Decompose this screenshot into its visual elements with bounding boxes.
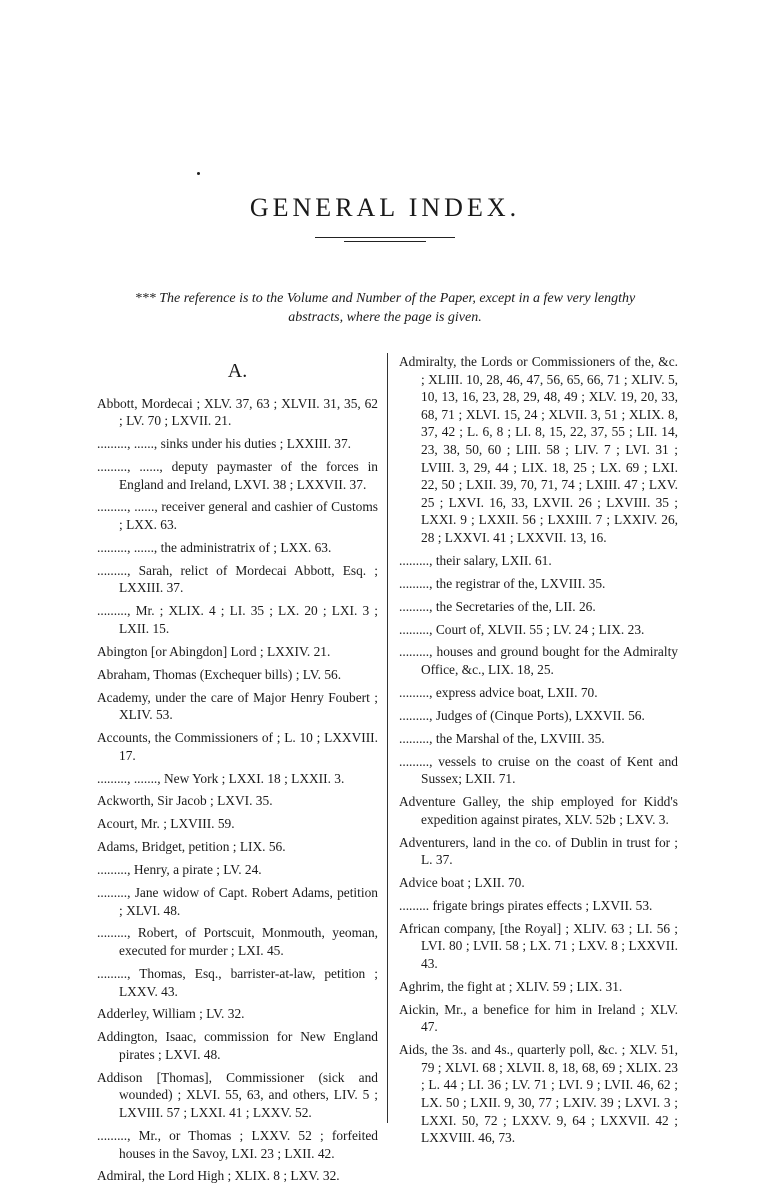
- index-entry: Academy, under the care of Major Henry Foubert ; XLIV. 53.: [97, 689, 378, 723]
- index-entry: ........., ......., New York ; LXXI. 18 ; LXXII. 3.: [97, 770, 345, 786]
- index-entry: Aghrim, the fight at ; XLIV. 59 ; LIX. 31.: [399, 978, 623, 994]
- index-entry: ........., express advice boat, LXII. 70.: [399, 684, 598, 700]
- index-entry: ........., the Marshal of the, LXVIII. 35.: [399, 730, 605, 746]
- index-entry: Ackworth, Sir Jacob ; LXVI. 35.: [97, 793, 273, 809]
- index-entry: Advice boat ; LXII. 70.: [399, 875, 525, 890]
- index-entry: ........., vessels to cruise on the coast of Kent and Sussex; LXII. 71.: [399, 753, 678, 787]
- stray-mark: [197, 172, 200, 175]
- column-divider: [387, 353, 388, 1123]
- index-entry: Abraham, Thomas (Exchequer bills) ; LV. 56.: [97, 666, 342, 682]
- right-column: [399, 353, 678, 1152]
- index-entry: ........., Mr., or Thomas ; LXXV. 52 ; forfeited houses in the Savoy, LXI. 23 ; LXII. 42.: [97, 1127, 378, 1161]
- index-entry: ........., Thomas, Esq., barrister-at-law, petition ; LXXV. 43.: [97, 965, 378, 999]
- index-entry: ........., the registrar of the, LXVIII. 35.: [399, 575, 606, 591]
- index-entry: Adderley, William ; LV. 32.: [97, 1006, 245, 1022]
- index-entry: Adventurers, land in the co. of Dublin in trust for ; L. 37.: [399, 834, 678, 868]
- index-entry: ........., houses and ground bought for the Admiralty Office, &c., LIX. 18, 25.: [399, 644, 678, 677]
- index-entry: ........., the Secretaries of the, LII. 26.: [399, 598, 596, 614]
- index-entry: Adams, Bridget, petition ; LIX. 56.: [97, 839, 286, 855]
- section-letter: A.: [227, 360, 248, 382]
- index-entry: ........., ......, deputy paymaster of the forces in England and Ireland, LXVI. 38 ; LXXVII. 37.: [97, 458, 378, 492]
- right-entry-list: [399, 353, 678, 1147]
- left-column: [97, 353, 378, 1190]
- index-entry: ........., ......, sinks under his duties ; LXXIII. 37.: [97, 436, 352, 452]
- left-entry-list: [97, 395, 378, 1185]
- index-entry: ........., ......, receiver general and cashier of Customs ; LXX. 63.: [97, 499, 378, 533]
- index-entry: ........., Jane widow of Capt. Robert Adams, petition ; XLVI. 48.: [97, 885, 378, 918]
- index-entry: Abbott, Mordecai ; XLV. 37, 63 ; XLVII. 31, 35, 62 ; LV. 70 ; LXVII. 21.: [97, 395, 378, 429]
- index-entry: Admiralty, the Lords or Commissioners of the, &c. ; XLIII. 10, 28, 46, 47, 56, 65, 66, 71 ; XLIV. 5, 10, 13, 16, 23, 28, 29, 48, 49 ; XLV. 19, 20, 33, 68, 71 ; XLVI. 15, 24 ; XLVII. 3, 51 ; XLIX. 8, 37, 42 ; L. 6, 8 ; LI. 8, 15, 22, 37, 55 ; LII. 14, 23, 38, 50, 60 ; LIII. 58 ; LIV. 7 ; LVI. 31 ; LVIII. 3, 29, 44 ; LIX. 18, 25 ; LX. 69 ; LXI. 22, 50 ; LXII. 39, 70, 71, 74 ; LXIII. 47 ; LXV. 25 ; LXVI. 16, 33, LXVII. 26 ; LXVIII. 35 ; LXXI. 9 ; LXXII. 56 ; LXXIII. 7 ; LXXIV. 26, 28 ; LXXVI. 41 ; LXXVII. 13, 16.: [399, 354, 678, 545]
- title-rule-lower: [344, 241, 426, 242]
- index-entry: Acourt, Mr. ; LXVIII. 59.: [97, 816, 235, 832]
- index-entry: ......... frigate brings pirates effects ; LXVII. 53.: [399, 897, 653, 913]
- index-entry: ........., ......, the administratrix of ; LXX. 63.: [97, 539, 332, 555]
- index-entry: ........., Robert, of Portscuit, Monmouth, yeoman, executed for murder ; LXI. 45.: [97, 925, 378, 959]
- index-entry: ........., Henry, a pirate ; LV. 24.: [97, 862, 262, 878]
- index-entry: Accounts, the Commissioners of ; L. 10 ; LXXVIII. 17.: [97, 730, 378, 763]
- page-title: GENERAL INDEX.: [249, 193, 521, 222]
- index-entry: Admiral, the Lord High ; XLIX. 8 ; LXV. 32.: [97, 1168, 340, 1184]
- index-entry: ........., their salary, LXII. 61.: [399, 552, 552, 568]
- index-entry: Abington [or Abingdon] Lord ; LXXIV. 21.: [97, 643, 331, 659]
- index-entry: Addington, Isaac, commission for New England pirates ; LXVI. 48.: [97, 1029, 378, 1062]
- index-entry: ........., Mr. ; XLIX. 4 ; LI. 35 ; LX. 20 ; LXI. 3 ; LXII. 15.: [97, 603, 378, 636]
- reference-note: *** The reference is to the Volume and Number of the Paper, except in a few very lengthy abstracts, where the page is given.: [134, 291, 636, 325]
- index-entry: Aids, the 3s. and 4s., quarterly poll, &c. ; XLV. 51, 79 ; XLVI. 68 ; XLVII. 8, 18, 68, 69 ; XLIX. 23 ; L. 44 ; LI. 36 ; LV. 71 ; LVI. 9 ; LVII. 46, 62 ; LX. 50 ; LXII. 9, 30, 77 ; LXIV. 39 ; LXVI. 3 ; LXXI. 50, 72 ; LXXV. 9, 64 ; LXXVII. 42 ; LXXVIII. 46, 73.: [399, 1042, 678, 1146]
- index-entry: ........., Court of, XLVII. 55 ; LV. 24 ; LIX. 23.: [399, 621, 645, 637]
- index-entry: ........., Sarah, relict of Mordecai Abbott, Esq. ; LXXIII. 37.: [97, 562, 378, 596]
- index-entry: ........., Judges of (Cinque Ports), LXXVII. 56.: [399, 707, 645, 723]
- index-entry: Adventure Galley, the ship employed for Kidd's expedition against pirates, XLV. 52b ; LXV. 3.: [399, 794, 678, 827]
- title-rule-upper: [315, 237, 455, 238]
- index-entry: African company, [the Royal] ; XLIV. 63 ; LI. 56 ; LVI. 80 ; LVII. 58 ; LX. 71 ; LXV. 8 ; LXXVII. 43.: [399, 920, 678, 971]
- index-entry: Aickin, Mr., a benefice for him in Ireland ; XLV. 47.: [399, 1001, 678, 1035]
- index-entry: Addison [Thomas], Commissioner (sick and wounded) ; XLVI. 55, 63, and others, LIV. 5 ; LXVIII. 57 ; LXXI. 41 ; LXXV. 52.: [97, 1069, 378, 1121]
